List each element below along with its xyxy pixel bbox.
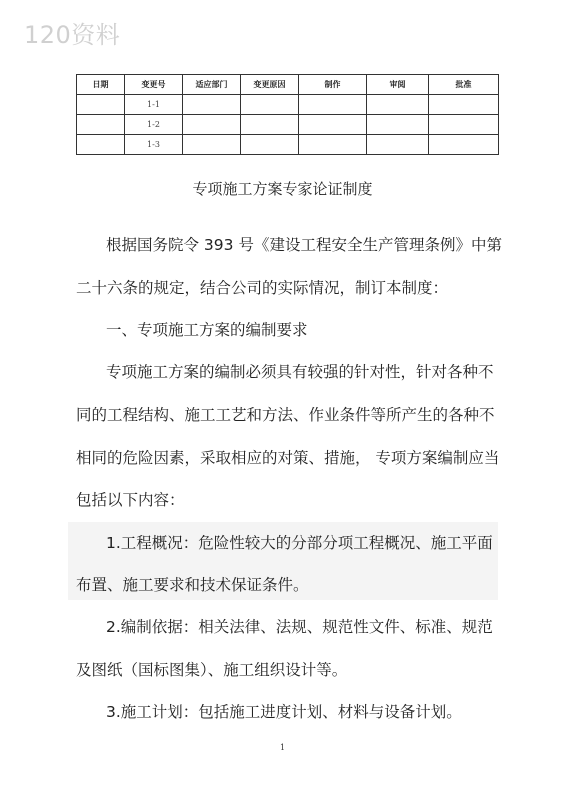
table-row xyxy=(77,135,499,155)
table-row xyxy=(77,95,499,115)
table-cell xyxy=(77,135,125,155)
table-cell xyxy=(183,135,241,155)
watermark: 120资料 xyxy=(24,21,121,49)
header-department: 适应部门 xyxy=(183,75,241,95)
table-cell xyxy=(241,115,299,135)
header-approve: 批准 xyxy=(429,75,499,95)
header-author: 制作 xyxy=(299,75,367,95)
list-item-line: 及图纸（国标图集）、施工组织设计等。 xyxy=(76,661,348,679)
table-header-row xyxy=(77,75,499,95)
table-cell xyxy=(429,115,499,135)
table-cell xyxy=(429,135,499,155)
list-item-line: 3.施工计划：包括施工进度计划、材料与设备计划。 xyxy=(106,703,462,721)
table-cell xyxy=(77,115,125,135)
header-date: 日期 xyxy=(77,75,125,95)
table-cell: 1-3 xyxy=(125,135,183,155)
table-cell xyxy=(77,95,125,115)
revision-table xyxy=(76,74,499,155)
paragraph-line: 相同的危险因素，采取相应的对策、措施， 专项方案编制应当 xyxy=(76,449,500,467)
list-item-line: 2.编制依据：相关法律、法规、规范性文件、标准、规范 xyxy=(106,618,493,636)
table-cell xyxy=(367,95,429,115)
paragraph-line: 专项施工方案的编制必须具有较强的针对性，针对各种不 xyxy=(106,363,494,381)
section-heading: 一、专项施工方案的编制要求 xyxy=(106,321,308,339)
table-cell: 1-2 xyxy=(125,115,183,135)
header-change-reason: 变更原因 xyxy=(241,75,299,95)
document-title: 专项施工方案专家论证制度 xyxy=(192,180,373,198)
paragraph-line: 根据国务院令 393 号《建设工程安全生产管理条例》中第 xyxy=(106,236,502,254)
header-change-no: 变更号 xyxy=(125,75,183,95)
table-cell xyxy=(429,95,499,115)
paragraph-line: 包括以下内容： xyxy=(76,491,185,509)
list-item-line: 布置、施工要求和技术保证条件。 xyxy=(76,576,309,594)
table-cell xyxy=(241,135,299,155)
page-number: 1 xyxy=(279,743,286,752)
table-row xyxy=(77,115,499,135)
table-cell xyxy=(367,135,429,155)
table-cell xyxy=(183,95,241,115)
paragraph-line: 二十六条的规定，结合公司的实际情况，制订本制度： xyxy=(76,279,449,297)
list-item-line: 1.工程概况：危险性较大的分部分项工程概况、施工平面 xyxy=(106,534,493,552)
table-cell xyxy=(299,135,367,155)
table-cell xyxy=(367,115,429,135)
header-review: 审阅 xyxy=(367,75,429,95)
table-cell xyxy=(241,95,299,115)
table-cell xyxy=(183,115,241,135)
paragraph-line: 同的工程结构、施工工艺和方法、作业条件等所产生的各种不 xyxy=(76,406,495,424)
table-cell xyxy=(299,115,367,135)
table-cell: 1-1 xyxy=(125,95,183,115)
table-cell xyxy=(299,95,367,115)
